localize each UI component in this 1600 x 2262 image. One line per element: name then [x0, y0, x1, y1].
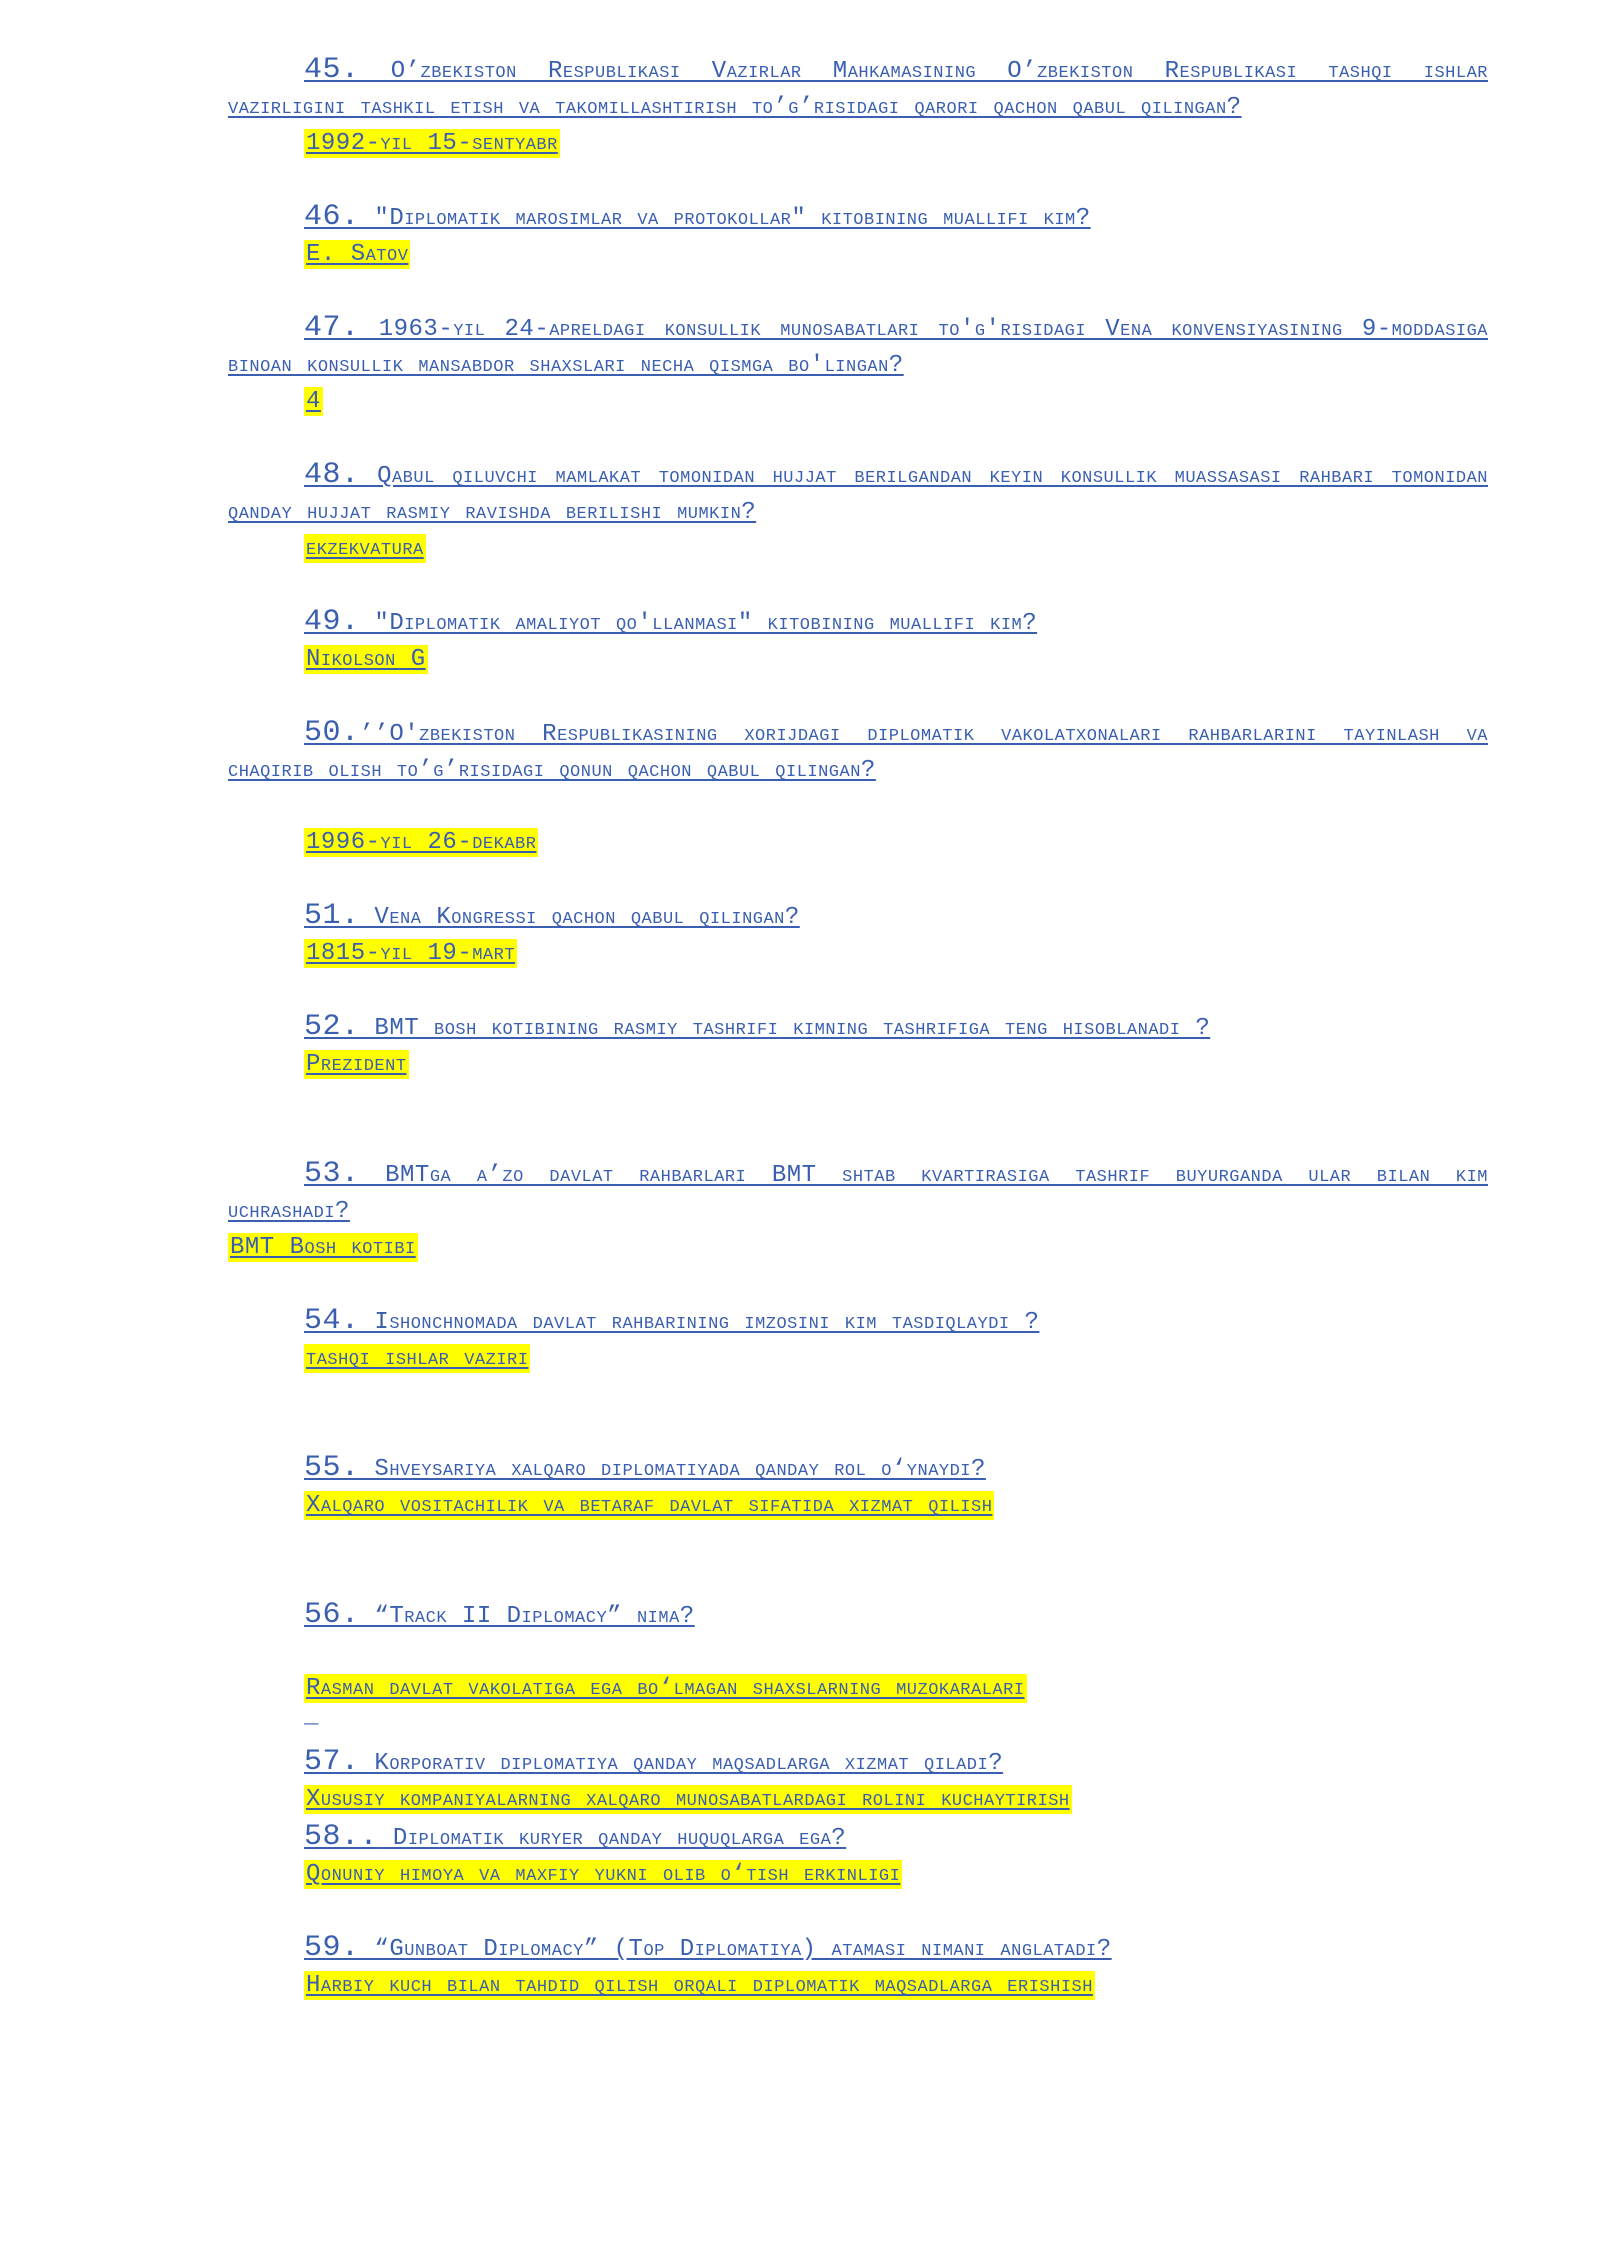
question-55	[228, 1450, 1488, 1488]
question-50	[228, 715, 1488, 789]
answer-58	[228, 1857, 1488, 1894]
question-number: 51.	[304, 899, 360, 933]
answer-text: Harbiy kuch bilan tahdid qilish orqali diplomatik maqsadlarga erishish	[306, 1972, 1093, 1999]
question-number: 57.	[304, 1745, 360, 1779]
question-text: Korporativ diplomatiya qanday maqsadlarga xizmat qiladi?	[359, 1750, 1004, 1777]
question-56	[228, 1597, 1488, 1635]
answer-text: E. Satov	[306, 241, 409, 268]
answer-text: Nikolson G	[306, 646, 426, 673]
question-number: 53.	[304, 1157, 360, 1191]
question-text: BMT bosh kotibining rasmiy tashrifi kimning tashrifiga teng hisoblanadi ?	[359, 1015, 1211, 1042]
answer-text: Qonuniy himoya va maxfiy yukni olib o‘tish erkinligi	[306, 1861, 901, 1888]
question-text: O’zbekiston Respublikasi Vazirlar Mahkamasining O’zbekiston Respublikasi tashqi ishlar vazirligini tashkil etish va takomillashtirish to’g’risidagi qarori qachon qabul qilingan?	[228, 58, 1488, 121]
question-number: 45.	[304, 53, 360, 87]
answer-59	[228, 1968, 1488, 2004]
answer-text: Xususiy kompaniyalarning xalqaro munosabatlardagi rolini kuchaytirish	[306, 1786, 1070, 1813]
answer-52	[228, 1047, 1488, 1084]
question-text: "Diplomatik marosimlar va protokollar" kitobining muallifi kim?	[359, 205, 1091, 232]
answer-text: Rasman davlat vakolatiga ega bo‘lmagan shaxslarning muzokaralari	[306, 1675, 1025, 1702]
answer-text: Prezident	[306, 1051, 407, 1078]
question-text: "Diplomatik amaliyot qo'llanmasi" kitobining muallifi kim?	[359, 610, 1038, 637]
question-49	[228, 604, 1488, 642]
question-53	[228, 1156, 1488, 1230]
question-number: 47.	[304, 311, 360, 345]
answer-53	[228, 1230, 1488, 1267]
answer-48	[228, 531, 1488, 568]
question-text: “Gunboat Diplomacy” (Top Diplomatiya) atamasi nimani anglatadi?	[359, 1936, 1112, 1963]
answer-50	[228, 825, 1488, 862]
question-54	[228, 1303, 1488, 1341]
answer-text: BMT Bosh kotibi	[230, 1234, 416, 1261]
question-text: BMTga a’zo davlat rahbarlari BMT shtab kvartirasiga tashrif buyurganda ular bilan kim uchrashadi?	[228, 1162, 1488, 1225]
answer-text: 1815-yil 19-mart	[306, 940, 516, 967]
question-number: 54.	[304, 1304, 360, 1338]
question-text: 1963-yil 24-apreldagi konsullik munosabatlari to'g'risidagi Vena konvensiyasining 9-moddasiga binoan konsullik mansabdor shaxslari necha qismga bo'lingan?	[228, 316, 1488, 379]
answer-text: ekzekvatura	[306, 535, 424, 562]
answer-54	[228, 1341, 1488, 1378]
question-57	[228, 1744, 1488, 1782]
answer-51	[228, 936, 1488, 973]
answer-49	[228, 642, 1488, 679]
question-number: 49.	[304, 605, 360, 639]
question-number: 52.	[304, 1010, 360, 1044]
stray-mark: _	[304, 1703, 319, 1730]
question-number: 55.	[304, 1451, 360, 1485]
question-number: 59.	[304, 1931, 360, 1965]
question-text: Qabul qiluvchi mamlakat tomonidan hujjat berilgandan keyin konsullik muassasasi rahbari tomonidan qanday hujjat rasmiy ravishda berilishi mumkin?	[228, 463, 1488, 526]
answer-47	[228, 384, 1488, 421]
question-58	[228, 1819, 1488, 1857]
answer-text: 1992-yil 15-sentyabr	[306, 130, 558, 157]
question-52	[228, 1009, 1488, 1047]
question-45	[228, 52, 1488, 126]
question-text: Vena Kongressi qachon qabul qilingan?	[359, 904, 800, 931]
answer-text: Xalqaro vositachilik va betaraf davlat sifatida xizmat qilish	[306, 1492, 993, 1519]
question-text: “Track II Diplomacy” nima?	[359, 1603, 695, 1630]
question-47	[228, 310, 1488, 384]
answer-46	[228, 237, 1488, 274]
answer-56	[228, 1671, 1488, 1708]
question-51	[228, 898, 1488, 936]
question-text: ’’O'zbekiston Respublikasining xorijdagi diplomatik vakolatxonalari rahbarlarini tayinlash va chaqirib olish to’g’risidagi qonun qachon qabul qilingan?	[228, 721, 1488, 784]
question-text: Shveysariya xalqaro diplomatiyada qanday rol o‘ynaydi?	[359, 1456, 986, 1483]
question-list	[228, 52, 1488, 2004]
answer-text: 4	[306, 388, 321, 415]
answer-text: tashqi ishlar vaziri	[306, 1345, 529, 1372]
question-number: 50.	[304, 716, 360, 750]
question-text: Ishonchnomada davlat rahbarining imzosini kim tasdiqlaydi ?	[359, 1309, 1040, 1336]
question-59	[228, 1930, 1488, 1968]
answer-57	[228, 1782, 1488, 1819]
question-number: 58..	[304, 1820, 379, 1854]
question-48	[228, 457, 1488, 531]
question-number: 56.	[304, 1598, 360, 1632]
question-number: 46.	[304, 200, 360, 234]
answer-45	[228, 126, 1488, 163]
answer-55	[228, 1488, 1488, 1525]
question-46	[228, 199, 1488, 237]
question-number: 48.	[304, 458, 360, 492]
question-text: Diplomatik kuryer qanday huquqlarga ega?	[378, 1825, 847, 1852]
answer-text: 1996-yil 26-dekabr	[306, 829, 537, 856]
